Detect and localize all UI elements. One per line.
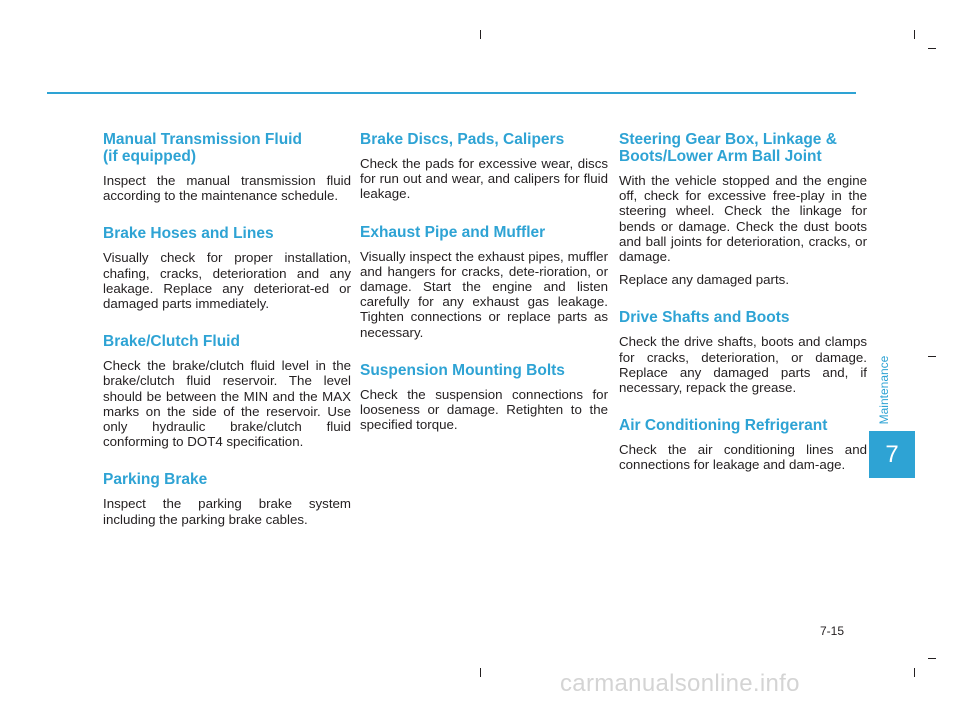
section-body-drive-shafts: Check the drive shafts, boots and clamps for cracks, deterioration, or damage. Replace any damaged parts and, if necessary, repack the grease. xyxy=(619,334,867,396)
crop-mark xyxy=(914,668,915,677)
crop-mark xyxy=(914,30,915,39)
section-title-manual-transmission: Manual Transmission Fluid (if equipped) xyxy=(103,131,302,165)
page-number: 7-15 xyxy=(820,624,845,638)
crop-mark xyxy=(928,356,936,357)
section-body-brake-discs: Check the pads for excessive wear, discs for run out and wear, and calipers for fluid leakage. xyxy=(360,156,608,202)
section-title-steering: Steering Gear Box, Linkage & Boots/Lower Arm Ball Joint xyxy=(619,131,837,165)
header-rule xyxy=(47,92,856,94)
chapter-tab: 7 xyxy=(869,431,915,478)
section-body-brake-clutch-fluid: Check the brake/clutch fluid level in the brake/clutch fluid reservoir. The level should be between the MIN and the MAX marks on the side of the reservoir. Use only hydraulic brake/clutch fluid conforming to DOT4 specification. xyxy=(103,358,351,450)
section-body-steering: With the vehicle stopped and the engine off, check for excessive free-play in the steering wheel. Check the linkage for bends or damage. Check the dust boots and ball joints for deterioration, cracks, or damage. xyxy=(619,173,867,265)
section-title-suspension: Suspension Mounting Bolts xyxy=(360,361,565,379)
section-body-parking-brake: Inspect the parking brake system including the parking brake cables. xyxy=(103,496,351,527)
section-title-drive-shafts: Drive Shafts and Boots xyxy=(619,309,790,327)
section-title-air-conditioning: Air Conditioning Refrigerant xyxy=(619,417,828,435)
chapter-tab-label: Maintenance xyxy=(877,355,891,425)
section-title-brake-clutch-fluid: Brake/Clutch Fluid xyxy=(103,333,240,351)
section-title-exhaust: Exhaust Pipe and Muffler xyxy=(360,223,546,241)
section-title-parking-brake: Parking Brake xyxy=(103,471,208,489)
column-right xyxy=(619,131,867,495)
section-title-brake-discs: Brake Discs, Pads, Calipers xyxy=(360,131,565,148)
section-body-brake-hoses: Visually check for proper installation, chafing, cracks, deterioration and any leakage. Replace any deteriorat-ed or damaged parts immediately. xyxy=(103,250,351,312)
watermark: carmanualsonline.info xyxy=(560,670,800,697)
crop-mark xyxy=(480,668,481,677)
section-body-air-conditioning: Check the air conditioning lines and connections for leakage and dam-age. xyxy=(619,442,867,473)
column-middle xyxy=(360,131,608,454)
section-body-suspension: Check the suspension connections for looseness or damage. Retighten to the specified torque. xyxy=(360,386,608,433)
column-left xyxy=(103,131,351,549)
section-title-brake-hoses: Brake Hoses and Lines xyxy=(103,225,274,243)
crop-mark xyxy=(480,30,481,39)
section-body-exhaust: Visually inspect the exhaust pipes, muffler and hangers for cracks, dete-rioration, or damage. Start the engine and listen carefully for any exhaust gas leakage. Tighten connections or replace parts as necessary. xyxy=(360,248,608,340)
crop-mark xyxy=(928,48,936,49)
section-body-manual-transmission: Inspect the manual transmission fluid according to the maintenance schedule. xyxy=(103,173,351,204)
section-body-steering-replace: Replace any damaged parts. xyxy=(619,272,790,288)
crop-mark xyxy=(928,658,936,659)
